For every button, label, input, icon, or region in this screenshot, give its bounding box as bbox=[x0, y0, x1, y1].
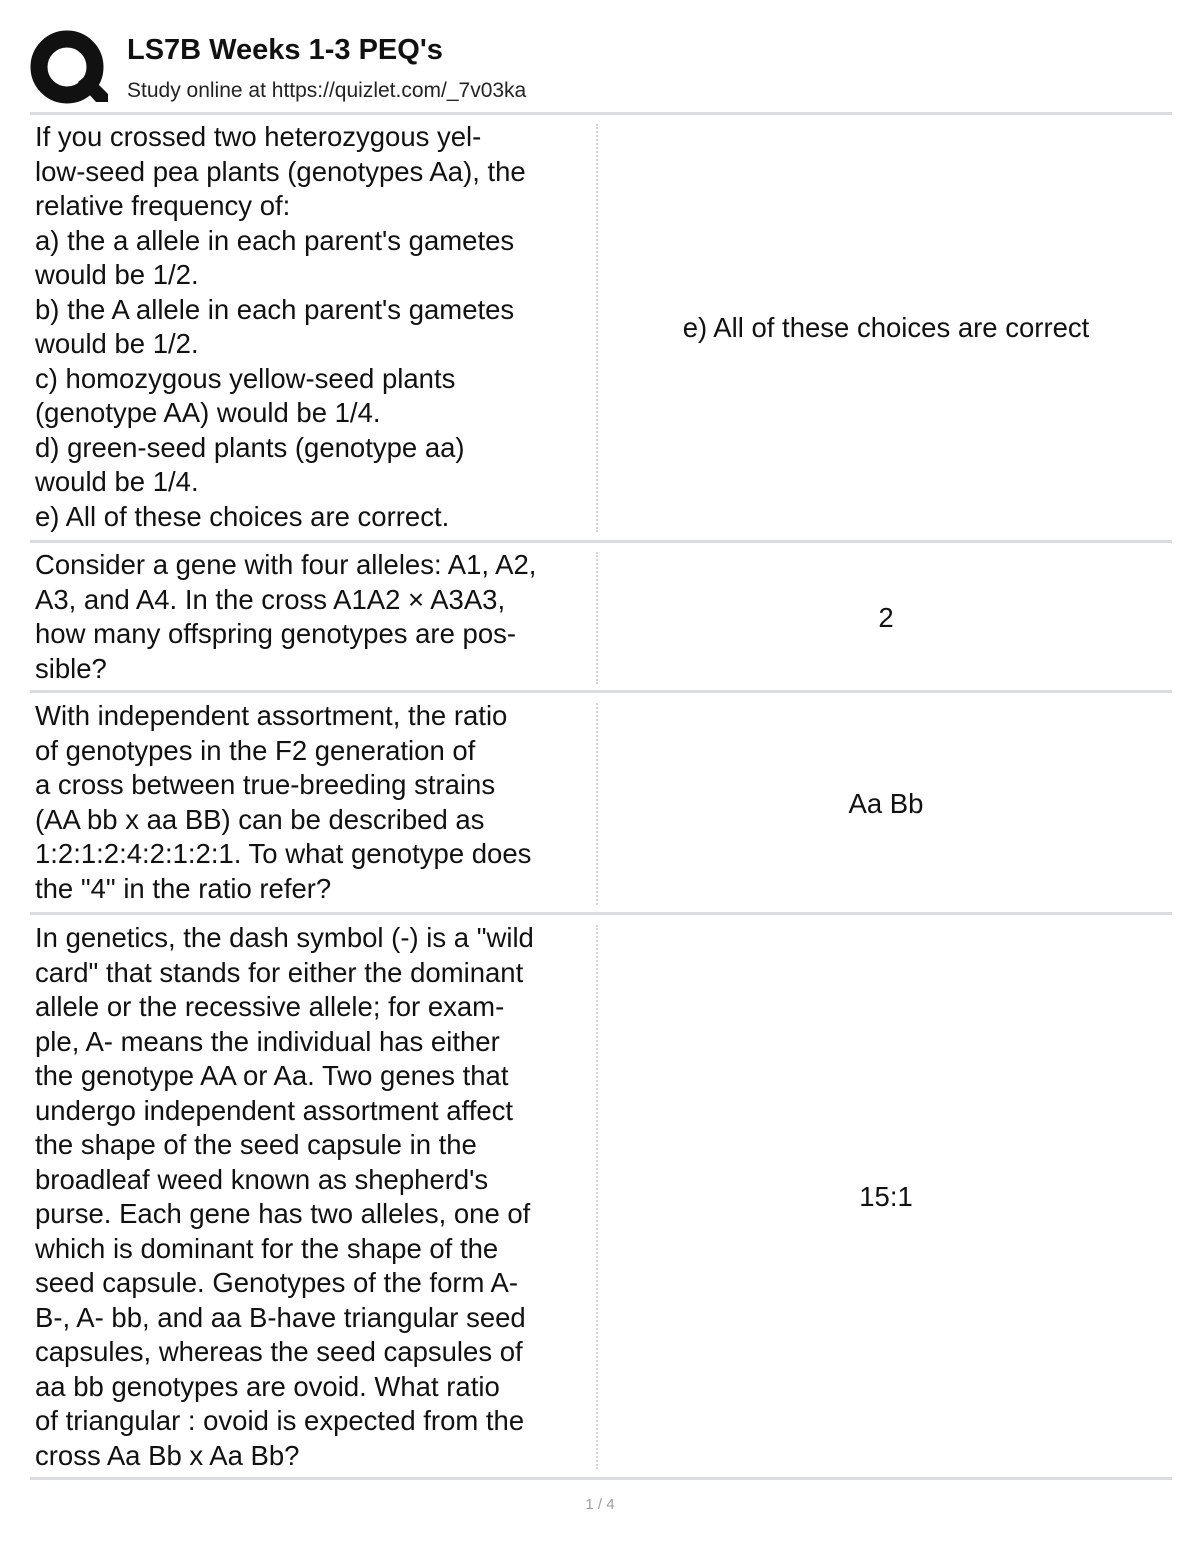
section-rule bbox=[30, 112, 1172, 115]
card-definition: 15:1 bbox=[859, 1181, 913, 1212]
card-divider bbox=[596, 124, 598, 532]
section-rule bbox=[30, 540, 1172, 543]
section-rule bbox=[30, 912, 1172, 915]
document-title: LS7B Weeks 1-3 PEQ's bbox=[127, 34, 443, 66]
flashcard bbox=[30, 921, 1172, 1473]
flashcard bbox=[30, 548, 1172, 688]
card-divider bbox=[596, 925, 598, 1469]
flashcard bbox=[30, 120, 1172, 536]
card-term: With independent assortment, the ratio of genotypes in the F2 generation of a cross between true-breeding strains (AA bb x aa BB) can be described as 1:2:1:2:4:2:1:2:1. To what genotype does the "4" in the ratio refer? bbox=[35, 700, 532, 904]
quizlet-q-logo-icon bbox=[30, 30, 108, 108]
page-indicator: 1 / 4 bbox=[585, 1496, 615, 1513]
card-definition: e) All of these choices are correct bbox=[682, 312, 1090, 343]
document-header bbox=[30, 28, 1172, 112]
flashcard bbox=[30, 699, 1172, 909]
card-term: Consider a gene with four alleles: A1, A2, A3, and A4. In the cross A1A2 × A3A3, how many offspring genotypes are pos- sible? bbox=[35, 549, 537, 684]
section-rule bbox=[30, 1477, 1172, 1480]
study-online-link[interactable]: Study online at https://quizlet.com/_7v03ka bbox=[127, 79, 527, 102]
card-definition: 2 bbox=[878, 602, 894, 633]
card-definition: Aa Bb bbox=[848, 788, 924, 819]
card-term: If you crossed two heterozygous yel- low-seed pea plants (genotypes Aa), the relative frequency of: a) the a allele in each parent's gametes would be 1/2. b) the A allele in each parent's gametes would be 1/2. c) homozygous yellow-seed plants (genotype AA) would be 1/4. d) green-seed plants (genotype aa) would be 1/4. e) All of these choices are correct. bbox=[35, 121, 526, 532]
card-term: In genetics, the dash symbol (-) is a "wild card" that stands for either the dominant allele or the recessive allele; for exam- ple, A- means the individual has either the genotype AA or Aa. Two genes that undergo independent assortment affect the shape of the seed capsule in the broadleaf weed known as shepherd's purse. Each gene has two alleles, one of which is dominant for the shape of the seed capsule. Genotypes of the form A- B-, A- bb, and aa B-have triangular seed capsules, whereas the seed capsules of aa bb genotypes are ovoid. What ratio of triangular : ovoid is expected from the cross Aa Bb x Aa Bb? bbox=[35, 922, 534, 1471]
section-rule bbox=[30, 690, 1172, 693]
card-divider bbox=[596, 703, 598, 905]
card-divider bbox=[596, 552, 598, 684]
